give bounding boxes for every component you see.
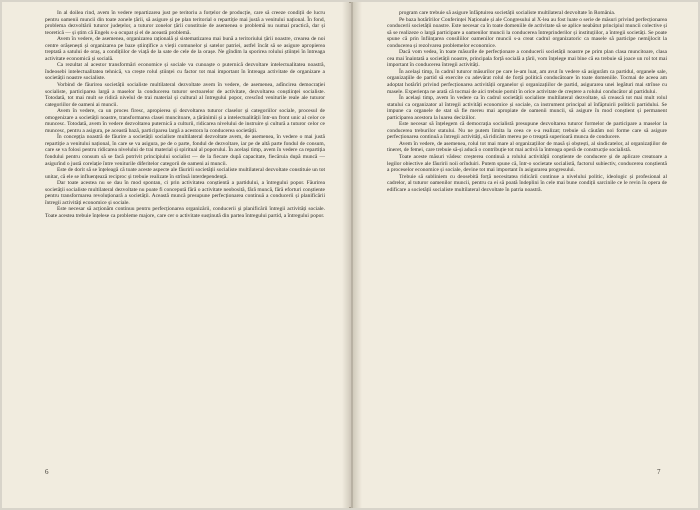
right-page <box>351 2 698 508</box>
left-page-text <box>45 10 325 465</box>
paragraph: În același timp, în cadrul tuturor măsurilor pe care le-am luat, am avut în vedere să asigurăm ca partidul, organele sale, organizațiile de partid să exercite cu adevărat rolul de forță politică conducătoare în toate domeniile. Tocmai de aceea am adoptat hotărîri privind perfecționarea activității organelor și organizațiilor de partid, asigurarea unei legături mai strînse cu masele. Experiența ne arată că tocmai de aici trebuie pornit în orice activitate de creștere a rolului conducător al partidului. <box>387 68 667 95</box>
paragraph: Dar toate acestea nu se dau în mod spontan, ci prin activitatea conștientă a partidului, a întregului popor. Făurirea societății socialiste multilateral dezvoltate nu poate fi concepută fără o activitate neobosită, fără muncă, fără eforturi conștiente pentru transformarea revoluționară a societății. Această muncă presupune perfecționarea continuă a conducerii și planificării întregii activități economice și sociale. <box>45 180 325 206</box>
right-page-text <box>387 10 667 465</box>
paragraph: Este de dorit să se înțeleagă că toate aceste aspecte ale făuririi societății socialiste multilateral dezvoltate constituie un tot unitar, că ele se influențează reciproc și trebuie realizate în strînsă interdependență. <box>45 167 325 180</box>
paragraph: In al doilea rind, avem în vedere repartizarea just pe teritoriu a forțelor de producție, care să creeze condiții de lucru pentru oamenii muncii din toate zonele țării, să asigure și pe plan teritorial o repartiție mai justă a venitului național. În fond, problema dezvoltării tuturor județelor, a tuturor zonelor țării constituie de asemenea o problemă nu numai practică, dar și teoretică — și știm că Engels s-a ocupat și el de această problemă. <box>45 10 325 36</box>
paragraph: Toate aceste măsuri vădesc creșterea continuă a rolului activității conștiente de conducere și de aplicare creatoare a legilor obiective ale făuririi noii orînduiri. Putem spune că, într-o societate socialistă, factorul subiectiv, conducerea conștientă a proceselor economice și sociale, devine tot mai important în asigurarea progresului. <box>387 154 667 174</box>
paragraph: program care trebuie să asigure înfăptuirea societății socialiste multilateral dezvoltate în România. <box>399 10 616 16</box>
paragraph: Este necesar să înțelegem că democrația socialistă presupune dezvoltarea tuturor formelor de participare a maselor la conducerea treburilor statului. Nu ne putem limita la ceea ce s-a realizat; trebuie să căutăm noi forme care să asigure perfecționarea continuă a întregii activități, să ridicăm mereu pe o treaptă superioară munca de conducere. <box>387 121 667 141</box>
paragraph: Dacă vom vedea, în toate măsurile de perfecționare a conducerii societății noastre pe prim plan clasa muncitoare, clasa cea mai înaintată a societății noastre, principala forță socială a țării, vom înțelege mai bine că ea trebuie să joace un rol tot mai important în conducerea întregii activități. <box>387 49 667 69</box>
paragraph: În concepția noastră de făurire a societății socialiste multilateral dezvoltate avem, de asemenea, în vedere o mai justă repartiție a venitului național, în care se va asigura, pe de o parte, fondul de dezvoltare, iar pe de altă parte fondul de consum, care se va folosi pentru ridicarea nivelului de trai material și spiritual al poporului. În același timp, avem în vedere ca repartiția fondului pentru consum să se facă potrivit principiului socialist — de la fiecare după capacitate, fiecăruia după muncă — asigurînd o justă corelație între veniturile diferitelor categorii de oameni ai muncii. <box>45 134 325 167</box>
paragraph: În același timp, avem în vedere ca în cadrul societății socialiste multilateral dezvoltate, să crească tot mai mult rolul statului ca organizator al întregii activități economice și sociale, ca instrument principal al înfăptuirii politicii partidului. Se impune ca organele de stat să fie mereu mai apropiate de oamenii muncii, să asigure în mod conștient și permanent participarea acestora la luarea deciziilor. <box>387 95 667 121</box>
paragraph: Avem în vedere, de asemenea, rolul tot mai mare al organizațiilor de masă și obștești, al sindicatelor, al organizațiilor de tineret, de femei, care trebuie să-și aducă o contribuție tot mai activă la întreaga operă de construcție socialistă. <box>387 140 667 154</box>
paragraph: Trebuie să subliniem cu deosebită forță necesitatea ridicării continue a nivelului politic, ideologic și profesional al cadrelor, al tuturor oamenilor muncii, pentru ca ei să poată îndeplini în cele mai bune condiții sarcinile ce le revin în opera de edificare a societății socialiste multilateral dezvoltate în patria noastră. <box>387 173 667 193</box>
book-spread <box>2 2 698 508</box>
paragraph: Vorbind de făurirea societății socialiste multilateral dezvoltate avem în vedere, de asemenea, adîncirea democrației socialiste, participarea largă a maselor la conducerea tuturor sectoarelor de activitate, dezvoltarea conștiinței socialiste. Totodată, tot mai mult se ridică nivelul de trai material și cultural al întregului popor, crescînd veniturile reale ale tuturor categoriilor de oameni ai muncii. <box>45 82 325 108</box>
paragraph: Avem în vedere, de asemenea, organizarea rațională și sistematizarea mai bună a teritoriului țării noastre, crearea de noi centre orășenești și organizarea pe baze științifice a vieții comunelor și satelor patriei, astfel încât să se asigure apropierea treptată a satului de oraș, a condițiilor de viață de la sate de cele de la orașe. Ne gîndim la sporirea rolului științei în întreaga activitate economică și socială. <box>45 36 325 62</box>
left-page-number: 6 <box>45 468 49 476</box>
paragraph: Avem în vedere, ca un proces firesc, apropierea și dezvoltarea tuturor claselor și categoriilor sociale, procesul de omogenizare a societății noastre, transformarea clasei muncitoare, a țărănimii și a intelectualității într-un front unic al celor ce muncesc. Totodată, avem în vedere dezvoltarea puternică a culturii, ridicarea nivelului de instruire și cultură a tuturor celor ce muncesc, pentru a asigura, pe această bază, participarea largă a acestora la conducerea societății. <box>45 108 325 134</box>
paragraph: Pe baza hotărîrilor Conferinței Naționale și ale Congresului al X-lea au fost luate o serie de măsuri privind perfecționarea conducerii societății noastre. Este necesar ca în toate domeniile de activitate să se aplice neabătut principiul muncii colective și să se realizeze o largă participare a oamenilor muncii la conducerea întreprinderilor și instituțiilor, a întregii societăți. Se poate spune că prin înființarea consiliilor oamenilor muncii s-a creat cadrul organizatoric ca masele să participe nemijlocit la conducerea și rezolvarea problemelor economice. <box>387 16 667 49</box>
paragraph: Este necesar să acționăm continuu pentru perfecționarea organizării, conducerii și planificării întregii activități sociale. Toate acestea trebuie înțelese ca probleme majore, care cer o activitate susținută din partea întregului partid, a întregului popor. <box>45 206 325 219</box>
right-page-number: 7 <box>657 468 661 476</box>
paragraph: Ca rezultat al acestor transformări economice și sociale va cunoaște o puternică dezvoltare intelectualitatea noastră, îndeosebi intelectualitatea tehnică, va crește rolul științei cu factor tot mai important în întreaga activitate de organizare a societății noastre socialiste. <box>45 62 325 82</box>
left-page <box>2 2 349 508</box>
